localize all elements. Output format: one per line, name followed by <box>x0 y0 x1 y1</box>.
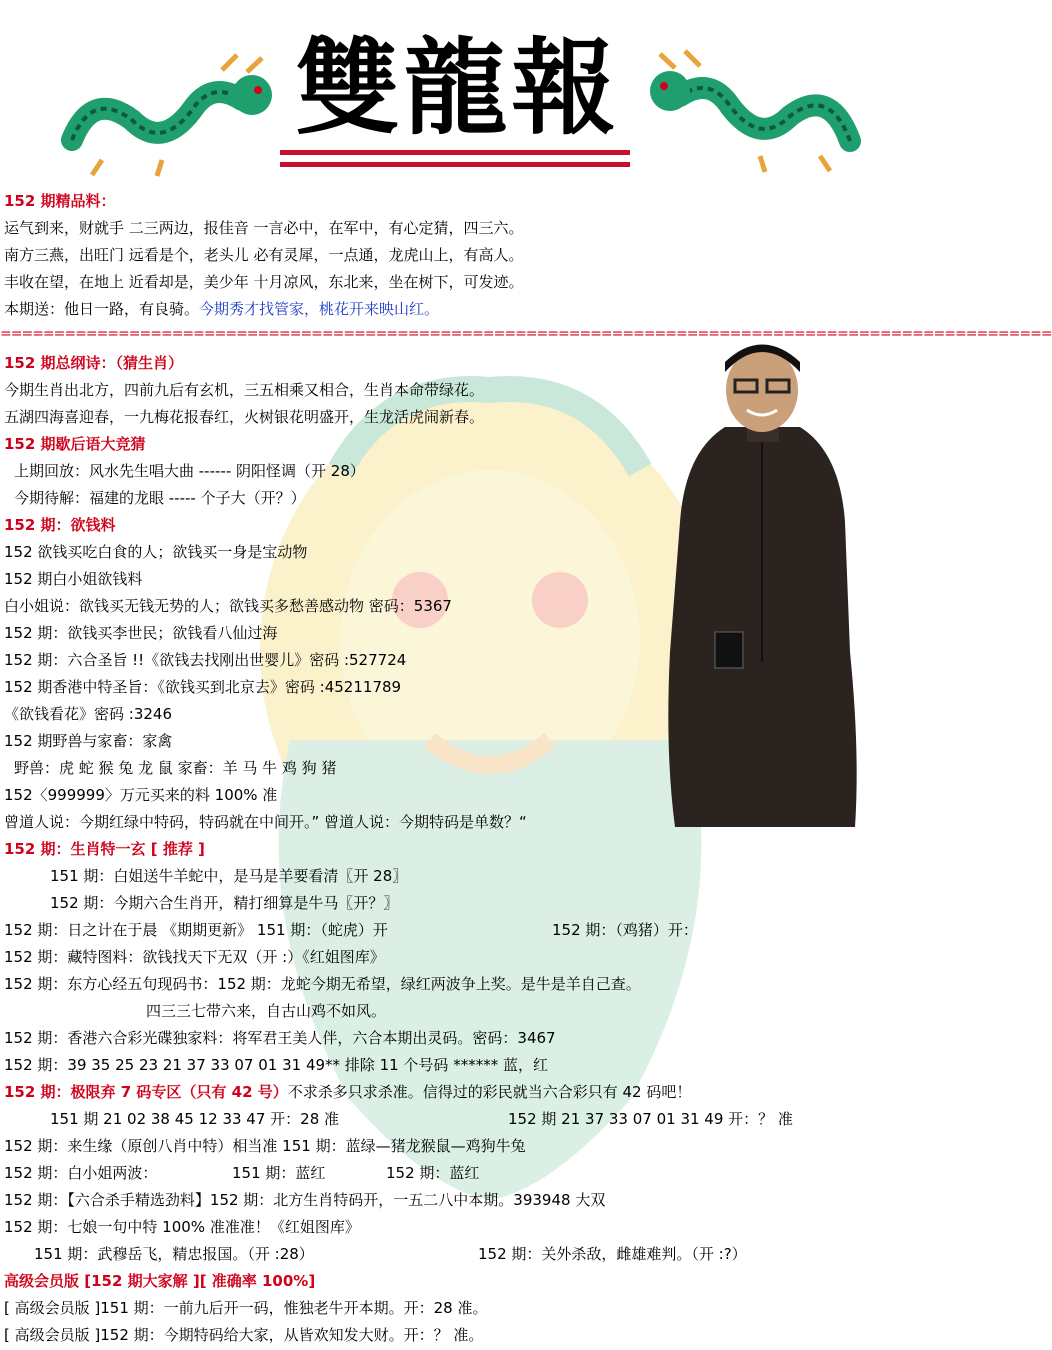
text-line: 152 期 21 37 33 07 01 31 49 开：？ 准 <box>508 1110 793 1128</box>
dragon-icon <box>62 50 282 180</box>
masthead <box>0 0 900 190</box>
text-segment: 不求杀多只求杀准。信得过的彩民就当六合彩只有 42 码吧！ <box>287 1083 692 1101</box>
text-line: 152 期：东方心经五句现码书：152 期：龙蛇今期无希望，绿红两波争上奖。是牛是羊自己查。 <box>4 975 641 993</box>
text-line <box>4 299 439 319</box>
title-underline-2 <box>280 162 630 167</box>
section-heading: 152 期：生肖特一玄 [ 推荐 ] <box>4 840 205 858</box>
text-line: 《欲钱看花》密码 :3246 <box>4 705 172 723</box>
text-line: 152 期香港中特圣旨：《欲钱买到北京去》密码 :45211789 <box>4 678 402 696</box>
text-line: 152 期：香港六合彩光碟独家料：将军君王美人伴，六合本期出灵码。密码：3467 <box>4 1029 556 1047</box>
text-line: 152 期：关外杀敌，雌雄难判。（开 :?） <box>478 1245 747 1263</box>
text-line <box>4 1082 691 1102</box>
issue-heading: 152 期精品料： <box>4 192 116 210</box>
text-line: 上期回放：风水先生唱大曲 ------ 阴阳怪调（开 28） <box>14 462 365 480</box>
text-line: 152 期：藏特图料：欲钱找天下无双（开 :）《红姐图库》 <box>4 948 385 966</box>
text-line: 152 期：日之计在于晨 《期期更新》 151 期：（蛇虎）开 <box>4 921 388 939</box>
separator: ================================================================================================== <box>0 326 1052 342</box>
text-line: 152 期：七娘一句中特 100% 准准准！《红姐图库》 <box>4 1218 360 1236</box>
section-heading: 高级会员版 [152 期大家解 ][ 准确率 100%] <box>4 1272 316 1290</box>
section-heading: 152 期：欲钱料 <box>4 516 116 534</box>
text-line: 152 期：白小姐两波： <box>4 1164 158 1182</box>
text-line: 曾道人说：今期红绿中特码，特码就在中间开。” 曾道人说：今期特码是单数？“ <box>4 813 527 831</box>
section-heading: 152 期：极限弃 7 码专区（只有 42 号） <box>4 1083 288 1101</box>
section-heading: 152 期歇后语大竞猜 <box>4 435 146 453</box>
text-line: 四三三七带六来，自古山鸡不如风。 <box>146 1002 387 1020</box>
text-line: 152〈999999〉万元买来的料 100% 准 <box>4 786 278 804</box>
text-line: 152 期：【六合杀手精选劲料】152 期：北方生肖特码开，一五二八中本期。393948 大双 <box>4 1191 606 1209</box>
text-line: 151 期：武穆岳飞，精忠报国。（开 :28） <box>34 1245 314 1263</box>
person-portrait <box>655 332 870 832</box>
text-line: 151 期：蓝红 <box>232 1164 326 1182</box>
text-line: 丰收在望，在地上 近看却是，美少年 十月凉风，东北来，坐在树下，可发迹。 <box>4 273 524 291</box>
text-segment: 本期送：他日一路，有良骑。 <box>4 300 200 318</box>
highlight-text: 今期秀才找管家，桃花开来映山红。 <box>199 300 440 318</box>
text-line: 五湖四海喜迎春，一九梅花报春红，火树银花明盛开，生龙活虎闹新春。 <box>4 408 485 426</box>
text-line: 151 期：白姐送牛羊蛇中，是马是羊要看清〖开 28〗 <box>50 867 408 885</box>
text-line: [ 高级会员版 ]152 期：今期特码给大家，从皆欢知发大财。开：？ 准。 <box>4 1326 484 1344</box>
text-line: 152 期野兽与家畜：家禽 <box>4 732 173 750</box>
text-line: 152 期：来生缘（原创八肖中特）相当准 151 期：蓝绿—猪龙猴鼠—鸡狗牛兔 <box>4 1137 526 1155</box>
text-line: 152 期：蓝红 <box>386 1164 480 1182</box>
text-line: 152 期白小姐欲钱料 <box>4 570 143 588</box>
text-line: 152 期：（鸡猪）开： <box>552 921 698 939</box>
section-heading: 152 期总纲诗：（猜生肖） <box>4 354 184 372</box>
dragon-icon <box>640 46 860 176</box>
text-line: 152 期：欲钱买李世民；欲钱看八仙过海 <box>4 624 278 642</box>
text-line: 今期生肖出北方，四前九后有玄机，三五相乘又相合，生肖本命带绿花。 <box>4 381 485 399</box>
text-line: 白小姐说：欲钱买无钱无势的人；欲钱买多愁善感动物 密码：5367 <box>4 597 452 615</box>
text-line: 152 期：今期六合生肖开，精打细算是牛马〖开？〗 <box>50 894 399 912</box>
text-line: 运气到来，财就手 二三两边，报佳音 一言必中，在军中，有心定猜，四三六。 <box>4 219 524 237</box>
text-line: 南方三燕，出旺门 远看是个，老头儿 必有灵犀，一点通，龙虎山上，有高人。 <box>4 246 524 264</box>
text-line: 151 期 21 02 38 45 12 33 47 开：28 准 <box>50 1110 340 1128</box>
text-line: 野兽：虎 蛇 猴 兔 龙 鼠 家畜：羊 马 牛 鸡 狗 猪 <box>14 759 337 777</box>
text-line: 152 期：六合圣旨 !!《欲钱去找刚出世婴儿》密码 :527724 <box>4 651 407 669</box>
text-line: [ 高级会员版 ]151 期：一前九后开一码，惟独老牛开本期。开：28 准。 <box>4 1299 488 1317</box>
page-title: 雙龍報 <box>295 26 620 149</box>
title-underline <box>280 150 630 155</box>
text-line: 今期待解：福建的龙眼 ----- 个子大（开？） <box>14 489 306 507</box>
text-line: 152 期：39 35 25 23 21 37 33 07 01 31 49** 排除 11 个号码 ****** 蓝，红 <box>4 1056 548 1074</box>
text-line: 152 欲钱买吃白食的人；欲钱买一身是宝动物 <box>4 543 308 561</box>
